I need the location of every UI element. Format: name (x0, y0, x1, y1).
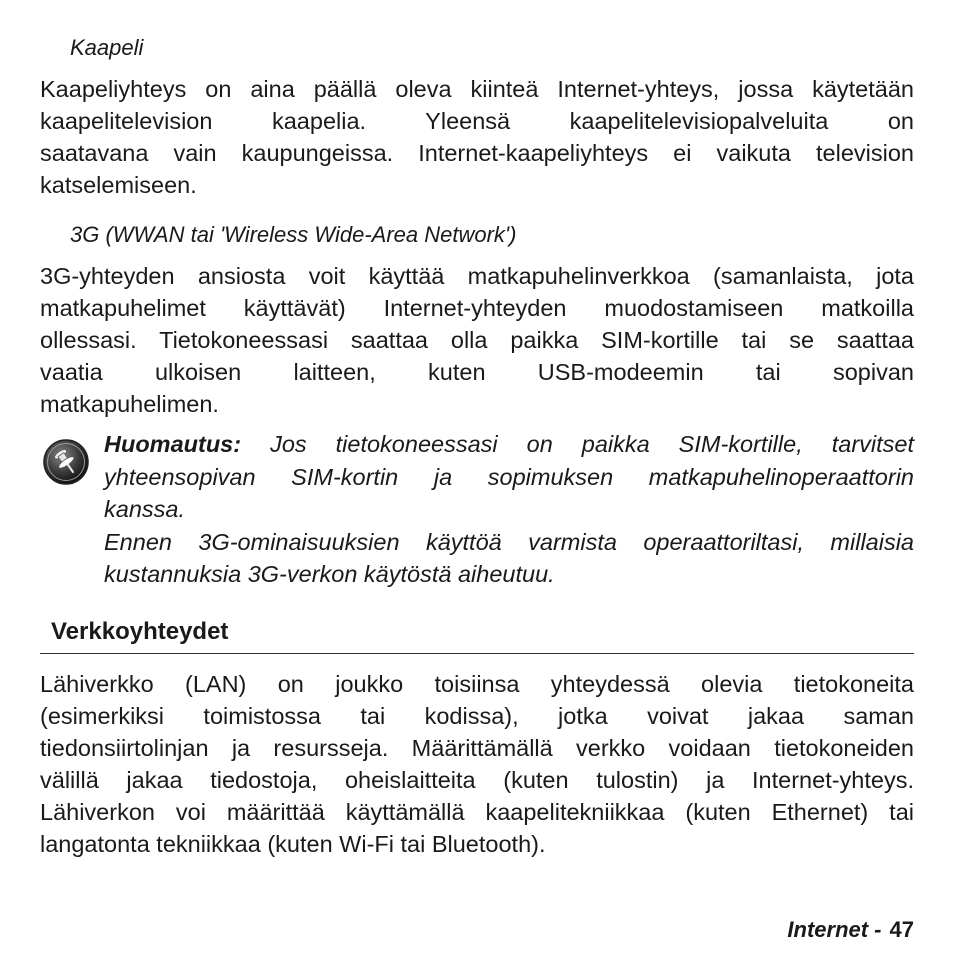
footer-label: Internet - (787, 917, 882, 942)
note-line: kanssa. (104, 496, 185, 522)
text-line: langatonta tekniikkaa (kuten Wi-Fi tai Bluetooth). (40, 831, 546, 857)
pushpin-note-icon (42, 438, 90, 486)
text-line: saatavana vain kaupungeissa. Internet-kaapeliyhteys ei vaikuta television (40, 140, 914, 166)
note-line: kustannuksia 3G-verkon käytöstä aiheutuu. (104, 561, 555, 587)
note-text: Jos tietokoneessasi on paikka SIM-kortille, tarvitset (241, 431, 914, 457)
cable-paragraph (40, 73, 914, 201)
text-line: Kaapeliyhteys on aina päällä oleva kiinteä Internet-yhteys, jossa käytetään (40, 76, 914, 102)
text-line: välillä jakaa tiedostoja, oheislaitteita (kuten tulostin) ja Internet-yhteys. (40, 767, 914, 793)
text-line: (esimerkiksi toimistossa tai kodissa), jotka voivat jakaa saman (40, 703, 914, 729)
note-block (104, 428, 914, 591)
text-line: kaapelitelevision kaapelia. Yleensä kaapelitelevisiopalveluita on (40, 108, 914, 134)
section-title: Verkkoyhteydet (51, 618, 229, 645)
text-line: Lähiverkon voi määrittää käyttämällä kaapelitekniikkaa (kuten Ethernet) tai (40, 799, 914, 825)
note-line (104, 428, 914, 461)
text-line: ollessasi. Tietokoneessasi saattaa olla paikka SIM-kortille tai se saattaa (40, 327, 914, 353)
text-line: 3G-yhteyden ansiosta voit käyttää matkapuhelinverkkoa (samanlaista, jota (40, 263, 914, 289)
networks-paragraph (40, 668, 914, 860)
wwan-heading: 3G (WWAN tai 'Wireless Wide-Area Network') (70, 222, 517, 247)
wwan-paragraph (40, 260, 914, 420)
text-line: katselemiseen. (40, 172, 197, 198)
text-line: tiedonsiirtolinjan ja resursseja. Määrittämällä verkko voidaan tietokoneiden (40, 735, 914, 761)
text-line: vaatia ulkoisen laitteen, kuten USB-modeemin tai sopivan (40, 359, 914, 385)
text-line: Lähiverkko (LAN) on joukko toisiinsa yhteydessä olevia tietokoneita (40, 671, 914, 697)
text-line: matkapuhelimet käyttävät) Internet-yhteyden muodostamiseen matkoilla (40, 295, 914, 321)
note-line: Ennen 3G-ominaisuuksien käyttöä varmista operaattoriltasi, millaisia (104, 528, 914, 555)
cable-heading: Kaapeli (70, 35, 144, 60)
text-line: matkapuhelimen. (40, 391, 219, 417)
page-footer (787, 917, 914, 943)
section-divider (40, 653, 914, 654)
note-line: yhteensopivan SIM-kortin ja sopimuksen matkapuhelinoperaattorin (104, 463, 914, 490)
note-label: Huomautus: (104, 431, 242, 457)
page-number: 47 (889, 917, 914, 942)
